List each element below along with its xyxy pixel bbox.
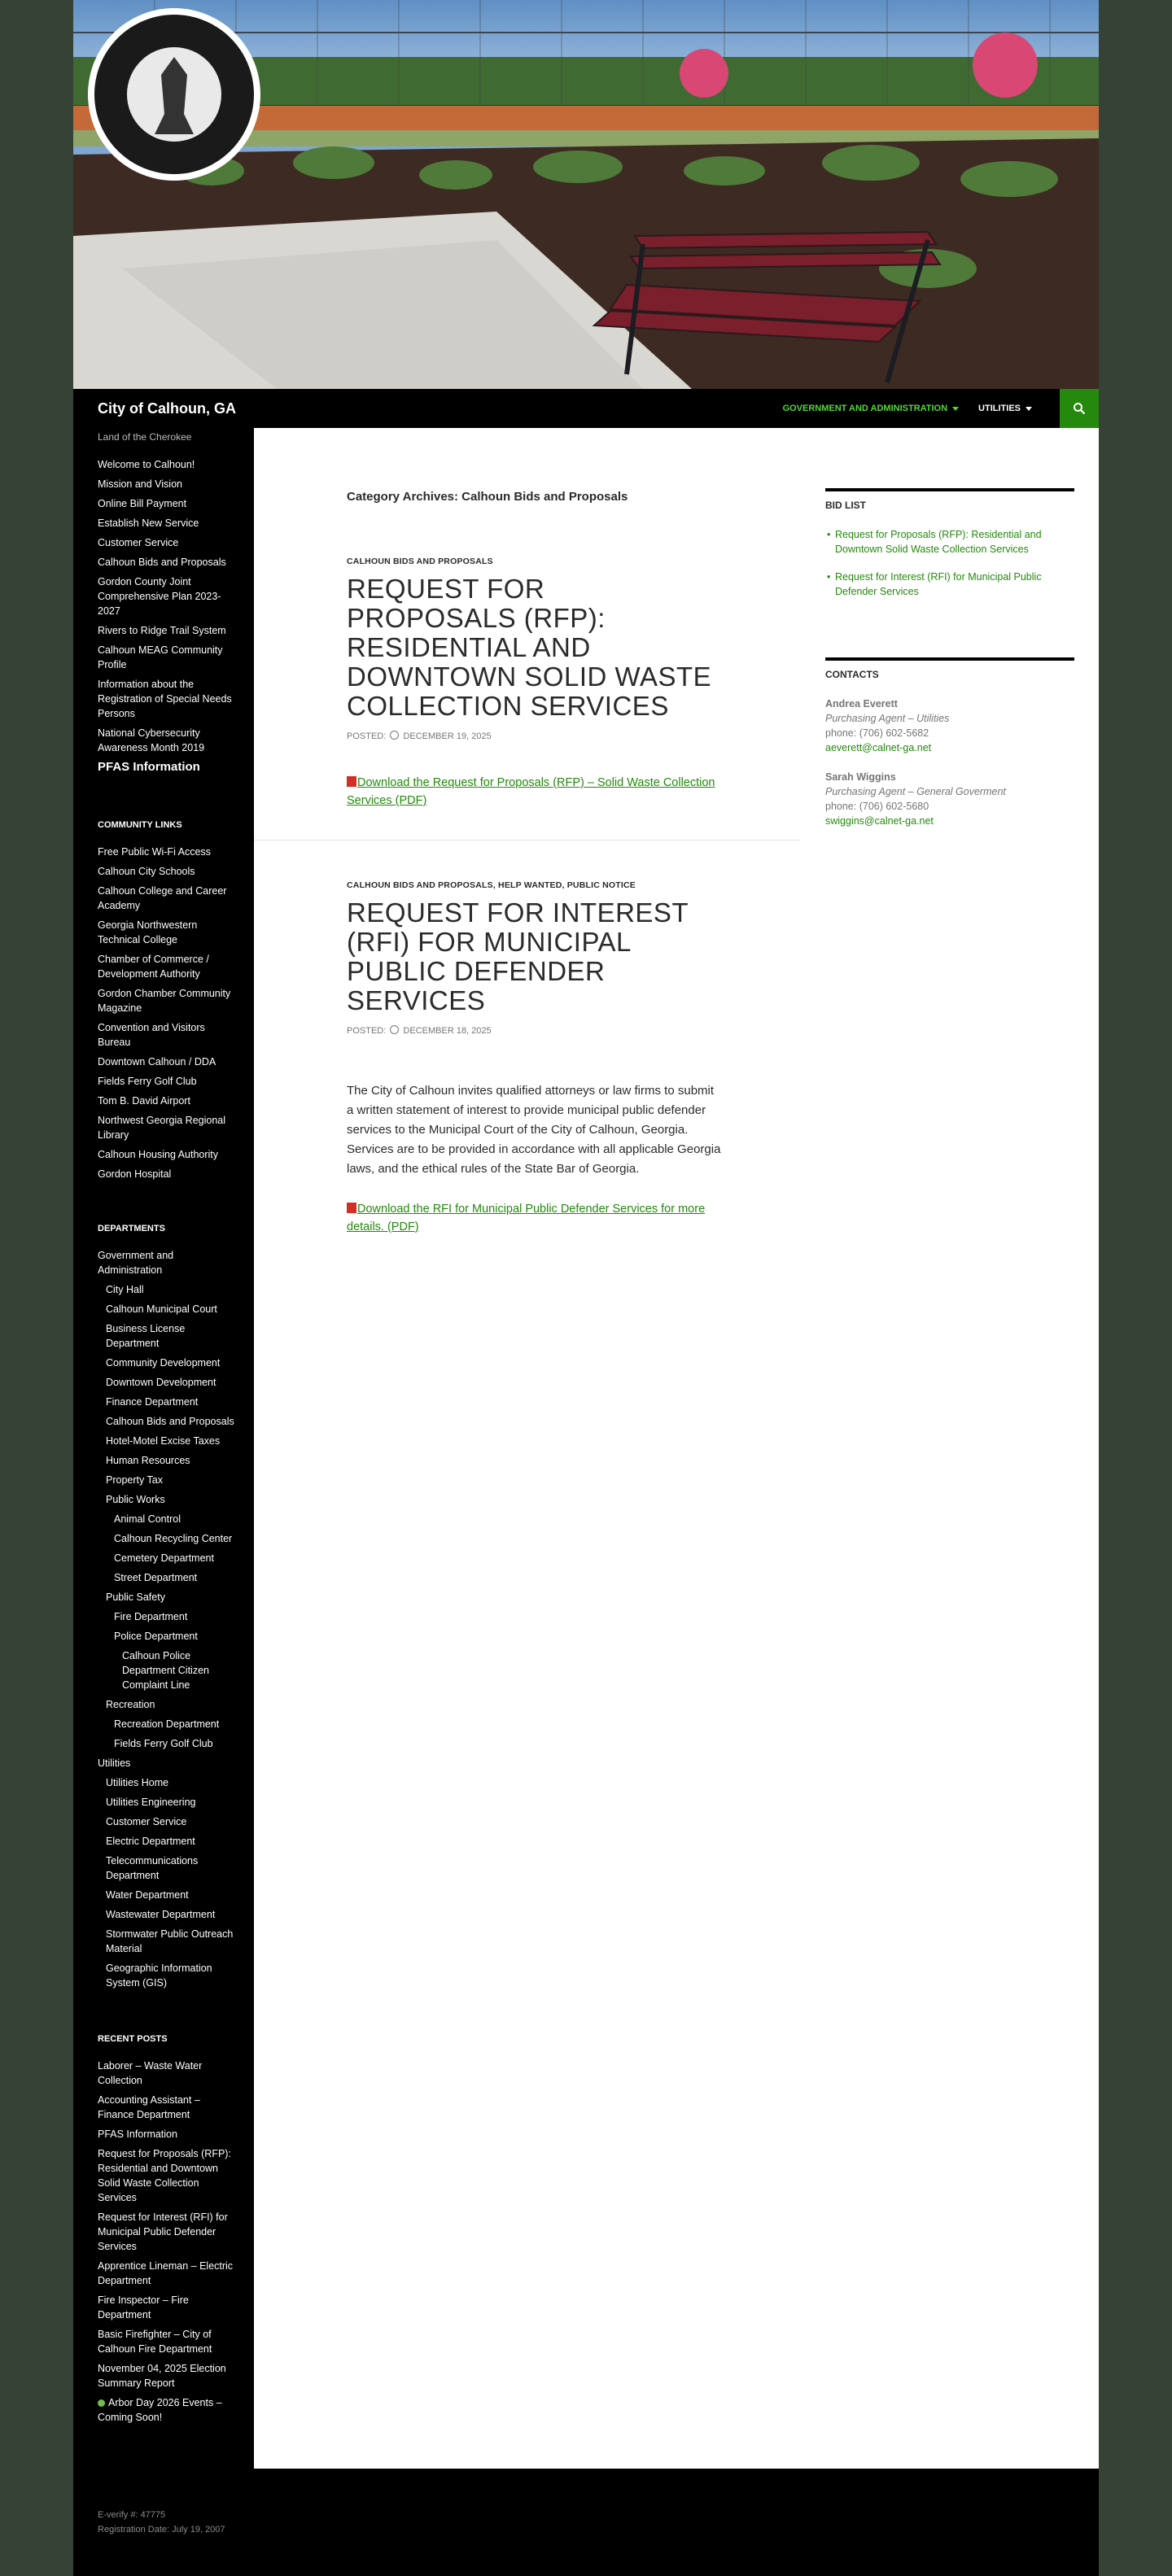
site-menu bbox=[98, 457, 236, 775]
recent-post-item[interactable] bbox=[98, 2093, 236, 2122]
recent-post-label: Fire Inspector – Fire Department bbox=[98, 2294, 189, 2321]
department-item-calhoun-bids-and-proposals[interactable]: Calhoun Bids and Proposals bbox=[106, 1416, 234, 1427]
sidebar-item-calhoun-bids-and-proposals[interactable]: Calhoun Bids and Proposals bbox=[98, 557, 226, 568]
community-link-tom-b-david-airport[interactable]: Tom B. David Airport bbox=[98, 1095, 190, 1107]
community-link-gordon-hospital[interactable]: Gordon Hospital bbox=[98, 1168, 172, 1180]
post-categories[interactable]: CALHOUN BIDS AND PROPOSALS bbox=[347, 557, 493, 566]
posted-label: POSTED: bbox=[347, 1026, 387, 1036]
contact-phone: phone: (706) 602-5680 bbox=[825, 801, 929, 812]
recent-post-label: November 04, 2025 Election Summary Report bbox=[98, 2363, 226, 2389]
recent-post-item[interactable] bbox=[98, 2293, 236, 2322]
recent-post-item[interactable] bbox=[98, 2127, 236, 2142]
department-item-city-hall[interactable]: City Hall bbox=[106, 1284, 144, 1295]
post-body: The City of Calhoun invites qualified attorneys or law firms to submit a written statement of interest to provide municipal public defender services to the Municipal Court of the City of Calhoun, Georgia. Services are to be provided in accordance with all applicable Georgia laws, and the ethical rules of the State Bar of Georgia. bbox=[347, 1084, 721, 1176]
post-content bbox=[347, 774, 721, 810]
department-item-wastewater-department[interactable]: Wastewater Department bbox=[106, 1909, 216, 1920]
sidebar-item-welcome-to-calhoun[interactable]: Welcome to Calhoun! bbox=[98, 459, 195, 470]
community-link-calhoun-city-schools[interactable]: Calhoun City Schools bbox=[98, 866, 195, 877]
department-item-water-department[interactable]: Water Department bbox=[106, 1889, 189, 1901]
site-description: Land of the Cherokee bbox=[98, 431, 192, 443]
community-link-downtown-calhoun-dda[interactable]: Downtown Calhoun / DDA bbox=[98, 1056, 216, 1068]
recent-post-label: Basic Firefighter – City of Calhoun Fire Department bbox=[98, 2329, 212, 2355]
widget-title-contacts: CONTACTS bbox=[825, 669, 879, 680]
post-rfi bbox=[347, 880, 721, 1236]
widget-divider bbox=[825, 657, 1074, 661]
recent-posts-widget bbox=[98, 2034, 236, 2430]
masthead bbox=[73, 389, 1099, 428]
post-date[interactable]: DECEMBER 19, 2025 bbox=[403, 731, 492, 741]
department-item-finance-department[interactable]: Finance Department bbox=[106, 1396, 199, 1408]
department-item-animal-control[interactable]: Animal Control bbox=[114, 1513, 181, 1525]
department-item-stormwater-public-outreach-material[interactable]: Stormwater Public Outreach Material bbox=[106, 1928, 234, 1954]
sidebar-item-information-about-the-registration-of-sp[interactable]: Information about the Registration of Special Needs Persons bbox=[98, 679, 232, 719]
department-item-human-resources[interactable]: Human Resources bbox=[106, 1455, 190, 1466]
sidebar-item-national-cybersecurity-awareness-month-2[interactable]: National Cybersecurity Awareness Month 2019 bbox=[98, 727, 205, 753]
department-item-calhoun-recycling-center[interactable]: Calhoun Recycling Center bbox=[114, 1533, 233, 1544]
contact-role: Purchasing Agent – Utilities bbox=[825, 713, 950, 724]
contact-email[interactable]: swiggins@calnet-ga.net bbox=[825, 815, 934, 827]
community-link-georgia-northwestern-technical-college[interactable]: Georgia Northwestern Technical College bbox=[98, 919, 198, 945]
sidebar-item-pfas-information[interactable]: PFAS Information bbox=[98, 760, 200, 774]
contact-email[interactable]: aeverett@calnet-ga.net bbox=[825, 742, 932, 753]
recent-post-item[interactable] bbox=[98, 2059, 236, 2088]
department-item-fields-ferry-golf-club[interactable]: Fields Ferry Golf Club bbox=[114, 1738, 213, 1749]
pdf-icon bbox=[347, 776, 356, 787]
community-link-free-public-wi-fi-access[interactable]: Free Public Wi-Fi Access bbox=[98, 846, 211, 858]
post-title[interactable]: REQUEST FOR PROPOSALS (RFP): RESIDENTIAL AND DOWNTOWN SOLID WASTE COLLECTION SERVICES bbox=[347, 574, 712, 721]
department-item-property-tax[interactable]: Property Tax bbox=[106, 1474, 163, 1486]
nav-item-label: UTILITIES bbox=[978, 404, 1021, 413]
recent-post-item[interactable] bbox=[98, 2146, 236, 2205]
recent-post-label: Accounting Assistant – Finance Department bbox=[98, 2094, 200, 2120]
recent-post-item[interactable] bbox=[98, 2395, 236, 2425]
sidebar-item-calhoun-meag-community-profile[interactable]: Calhoun MEAG Community Profile bbox=[98, 644, 223, 670]
department-item-cemetery-department[interactable]: Cemetery Department bbox=[114, 1552, 214, 1564]
community-link-northwest-georgia-regional-library[interactable]: Northwest Georgia Regional Library bbox=[98, 1115, 226, 1141]
community-link-chamber-of-commerce-development-authorit[interactable]: Chamber of Commerce / Development Authority bbox=[98, 954, 209, 980]
bid-list-widget bbox=[825, 488, 1074, 612]
nav-item-government-and-administration[interactable] bbox=[773, 389, 969, 428]
department-item-customer-service[interactable]: Customer Service bbox=[106, 1816, 187, 1827]
community-link-calhoun-housing-authority[interactable]: Calhoun Housing Authority bbox=[98, 1149, 219, 1160]
sidebar-item-establish-new-service[interactable]: Establish New Service bbox=[98, 517, 199, 529]
department-item-downtown-development[interactable]: Downtown Development bbox=[106, 1377, 216, 1388]
widget-title-departments: DEPARTMENTS bbox=[98, 1224, 165, 1233]
post-categories[interactable]: CALHOUN BIDS AND PROPOSALS, HELP WANTED, PUBLIC NOTICE bbox=[347, 880, 636, 890]
registration-date: Registration Date: July 19, 2007 bbox=[98, 2525, 225, 2535]
contact-name: Andrea Everett bbox=[825, 698, 898, 709]
department-item-fire-department[interactable]: Fire Department bbox=[114, 1611, 188, 1622]
sidebar-item-mission-and-vision[interactable]: Mission and Vision bbox=[98, 478, 182, 490]
search-icon bbox=[1073, 402, 1086, 415]
main-content bbox=[254, 428, 1099, 2469]
department-item-utilities-engineering[interactable]: Utilities Engineering bbox=[106, 1797, 196, 1808]
community-link-gordon-chamber-community-magazine[interactable]: Gordon Chamber Community Magazine bbox=[98, 988, 231, 1014]
post-meta bbox=[347, 1025, 721, 1036]
post-title[interactable]: REQUEST FOR INTEREST (RFI) FOR MUNICIPAL PUBLIC DEFENDER SERVICES bbox=[347, 897, 689, 1015]
contact-phone: phone: (706) 602-5682 bbox=[825, 727, 929, 739]
community-link-fields-ferry-golf-club[interactable]: Fields Ferry Golf Club bbox=[98, 1076, 197, 1087]
widget-title-bid-list: BID LIST bbox=[825, 500, 866, 511]
page bbox=[73, 0, 1099, 2576]
recent-post-item[interactable] bbox=[98, 2259, 236, 2288]
post-date[interactable]: DECEMBER 18, 2025 bbox=[403, 1026, 492, 1036]
department-item-recreation[interactable]: Recreation bbox=[106, 1699, 155, 1710]
site-footer bbox=[98, 2508, 225, 2537]
post-rfp bbox=[347, 557, 721, 810]
sidebar-item-online-bill-payment[interactable]: Online Bill Payment bbox=[98, 498, 187, 509]
widget-title-recent-posts: RECENT POSTS bbox=[98, 2034, 168, 2044]
everify-number: E-verify #: 47775 bbox=[98, 2510, 166, 2520]
recent-post-label: Laborer – Waste Water Collection bbox=[98, 2060, 203, 2086]
community-link-calhoun-college-and-career-academy[interactable]: Calhoun College and Career Academy bbox=[98, 885, 227, 911]
chevron-down-icon bbox=[952, 407, 959, 411]
community-links-widget bbox=[98, 820, 236, 1186]
clock-icon bbox=[390, 731, 399, 740]
department-item-recreation-department[interactable]: Recreation Department bbox=[114, 1718, 220, 1730]
posted-label: POSTED: bbox=[347, 731, 387, 741]
community-link-convention-and-visitors-bureau[interactable]: Convention and Visitors Bureau bbox=[98, 1022, 205, 1048]
department-item-public-safety[interactable]: Public Safety bbox=[106, 1591, 165, 1603]
bid-list-item[interactable]: • Request for Proposals (RFP): Residential and Downtown Solid Waste Collection Services bbox=[835, 527, 1074, 557]
recent-post-item[interactable] bbox=[98, 2361, 236, 2390]
nav-item-utilities[interactable] bbox=[969, 389, 1042, 428]
archive-title: Category Archives: Calhoun Bids and Proposals bbox=[347, 490, 628, 504]
contacts-list bbox=[825, 696, 1074, 828]
department-item-public-works[interactable]: Public Works bbox=[106, 1494, 165, 1505]
post-meta bbox=[347, 731, 721, 741]
departments-widget bbox=[98, 1224, 236, 1995]
pdf-download-link[interactable]: Download the RFI for Municipal Public Defender Services for more details. (PDF) bbox=[347, 1203, 706, 1233]
pdf-icon bbox=[347, 1203, 356, 1213]
department-item-telecommunications-department[interactable]: Telecommunications Department bbox=[106, 1855, 199, 1881]
community-links-list bbox=[98, 845, 236, 1181]
site-title[interactable]: City of Calhoun, GA bbox=[98, 400, 236, 417]
recent-post-label: Arbor Day 2026 Events – Coming Soon! bbox=[98, 2397, 222, 2423]
contact-card bbox=[825, 696, 1074, 755]
sidebar-item-gordon-county-joint-comprehensive-plan-2[interactable]: Gordon County Joint Comprehensive Plan 2023-2027 bbox=[98, 576, 221, 617]
post-content bbox=[347, 1200, 721, 1236]
department-item-electric-department[interactable]: Electric Department bbox=[106, 1836, 195, 1847]
widget-title-community-links: COMMUNITY LINKS bbox=[98, 820, 182, 830]
department-item-hotel-motel-excise-taxes[interactable]: Hotel-Motel Excise Taxes bbox=[106, 1435, 221, 1447]
site-menu-widget bbox=[98, 457, 236, 779]
recent-post-label: Apprentice Lineman – Electric Department bbox=[98, 2260, 234, 2286]
left-sidebar bbox=[73, 428, 254, 2462]
recent-post-label: Request for Interest (RFI) for Municipal Public Defender Services bbox=[98, 2211, 228, 2252]
clock-icon bbox=[390, 1025, 399, 1034]
contact-card bbox=[825, 770, 1074, 828]
department-item-community-development[interactable]: Community Development bbox=[106, 1357, 221, 1369]
park-scene-image bbox=[73, 0, 1099, 389]
header-image[interactable] bbox=[73, 0, 1099, 389]
department-item-utilities-home[interactable]: Utilities Home bbox=[106, 1777, 169, 1788]
department-item-calhoun-municipal-court[interactable]: Calhoun Municipal Court bbox=[106, 1303, 217, 1315]
contact-name: Sarah Wiggins bbox=[825, 771, 896, 783]
sidebar-item-customer-service[interactable]: Customer Service bbox=[98, 537, 179, 548]
recent-post-label: PFAS Information bbox=[98, 2128, 177, 2140]
bid-list-item[interactable]: • Request for Interest (RFI) for Municipal Public Defender Services bbox=[835, 570, 1074, 599]
department-item-business-license-department[interactable]: Business License Department bbox=[106, 1323, 186, 1349]
chevron-down-icon bbox=[1026, 407, 1032, 411]
department-item-street-department[interactable]: Street Department bbox=[114, 1572, 198, 1583]
department-item-utilities[interactable]: Utilities bbox=[98, 1757, 131, 1769]
departments-list bbox=[98, 1248, 236, 1990]
recent-post-item[interactable] bbox=[98, 2210, 236, 2254]
primary-navigation bbox=[773, 389, 1042, 428]
contact-role: Purchasing Agent – General Goverment bbox=[825, 786, 1006, 797]
green-circle-icon bbox=[98, 2399, 105, 2407]
city-seal-logo bbox=[88, 8, 260, 181]
contacts-widget bbox=[825, 657, 1074, 843]
recent-post-label: Request for Proposals (RFP): Residential and Downtown Solid Waste Collection Services bbox=[98, 2148, 231, 2203]
department-item-calhoun-police-department-citizen-compla[interactable]: Calhoun Police Department Citizen Complaint Line bbox=[122, 1650, 209, 1691]
pdf-download-link[interactable]: Download the Request for Proposals (RFP) – Solid Waste Collection Services (PDF) bbox=[347, 776, 715, 807]
department-item-government-and-administration[interactable]: Government and Administration bbox=[98, 1250, 174, 1276]
nav-item-label: GOVERNMENT AND ADMINISTRATION bbox=[782, 404, 948, 413]
department-item-geographic-information-system-gis[interactable]: Geographic Information System (GIS) bbox=[106, 1963, 212, 1989]
widget-divider bbox=[825, 488, 1074, 491]
search-button[interactable] bbox=[1060, 389, 1099, 428]
recent-posts-list bbox=[98, 2059, 236, 2425]
recent-post-item[interactable] bbox=[98, 2327, 236, 2356]
bid-list bbox=[825, 527, 1074, 599]
department-item-police-department[interactable]: Police Department bbox=[114, 1631, 198, 1642]
sidebar-item-rivers-to-ridge-trail-system[interactable]: Rivers to Ridge Trail System bbox=[98, 625, 226, 636]
